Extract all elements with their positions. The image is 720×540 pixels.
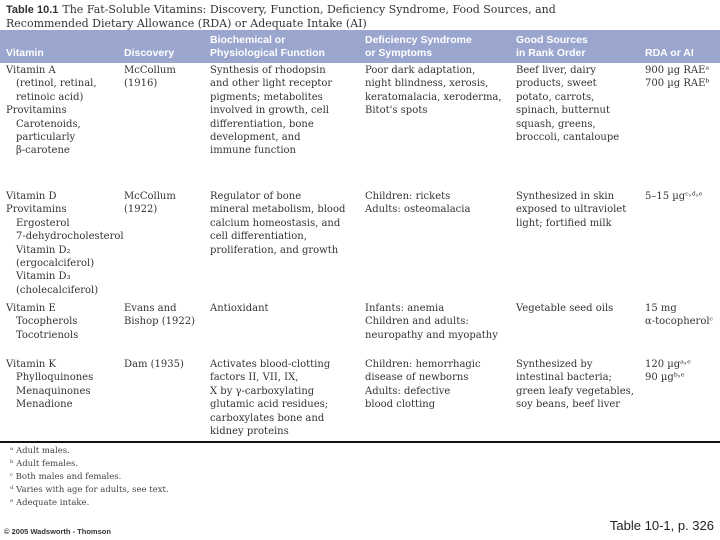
cell-line: Activates blood-clotting — [210, 359, 331, 370]
cell-line: Vegetable seed oils — [516, 303, 614, 314]
header-function: Biochemical or Physiological Function — [210, 34, 325, 59]
cell-line: Children: rickets — [365, 191, 451, 202]
cell-sources — [516, 64, 619, 144]
cell-line: products, sweet — [516, 78, 597, 90]
cell-function — [210, 190, 345, 257]
cell-line: Dam (1935) — [124, 359, 184, 370]
header-discovery: Discovery — [124, 47, 175, 59]
cell-line: X by γ-carboxylating — [210, 385, 315, 397]
cell-line: Vitamin D — [6, 191, 57, 202]
cell-line: broccoli, cantaloupe — [516, 132, 620, 144]
cell-line: disease of newborns — [365, 372, 469, 384]
cell-line: McCollum — [124, 191, 176, 202]
cell-line: Synthesis of rhodopsin — [210, 65, 326, 76]
cell-discovery — [124, 302, 195, 329]
cell-line: Vitamin E — [6, 303, 56, 314]
cell-line: particularly — [16, 132, 76, 144]
header-sources: Good Sources in Rank Order — [516, 34, 588, 59]
cell-line: mineral metabolism, blood — [210, 204, 346, 216]
cell-sources — [516, 358, 634, 412]
table-label: Table 10.1 — [6, 4, 59, 16]
cell-line: Bitot's spots — [365, 105, 428, 117]
cell-line: keratomalacia, xeroderma, — [365, 91, 502, 103]
cell-rda — [645, 190, 703, 203]
cell-line: (1922) — [124, 204, 158, 216]
table-header — [0, 30, 720, 63]
cell-line: McCollum — [124, 65, 176, 76]
cell-line: cell differentiation, — [210, 231, 307, 243]
cell-line: potato, carrots, — [516, 91, 595, 103]
cell-line: Vitamin D₃ — [16, 271, 71, 283]
header-deficiency: Deficiency Syndrome or Symptoms — [365, 34, 472, 59]
cell-line: Vitamin K — [6, 359, 56, 370]
cell-deficiency — [365, 358, 481, 412]
cell-line: retinoic acid) — [16, 91, 84, 103]
cell-line: pigments; metabolites — [210, 91, 323, 103]
footnote: ᵈ Varies with age for adults, see text. — [10, 485, 169, 495]
cell-vitamin — [6, 302, 78, 342]
cell-vitamin — [6, 358, 93, 412]
cell-line: and other light receptor — [210, 78, 333, 90]
cell-line: differentiation, bone — [210, 118, 314, 130]
title-line-1: The Fat-Soluble Vitamins: Discovery, Function, Deficiency Syndrome, Food Sources, and — [62, 3, 556, 16]
header-rda: RDA or AI — [645, 47, 694, 59]
cell-line: (1916) — [124, 78, 158, 90]
cell-line: Synthesized in skin — [516, 191, 615, 202]
cell-line: light; fortified milk — [516, 217, 612, 229]
cell-line: Provitamins — [6, 105, 67, 117]
cell-line: Children: hemorrhagic — [365, 359, 481, 370]
cell-line: Evans and — [124, 303, 177, 314]
cell-line: Ergosterol — [16, 217, 70, 229]
cell-line: (cholecalciferol) — [16, 284, 99, 296]
cell-deficiency — [365, 302, 498, 342]
cell-line: Adults: defective — [365, 385, 451, 397]
cell-discovery — [124, 190, 176, 217]
cell-line: blood clotting — [365, 399, 436, 411]
cell-line: Adults: osteomalacia — [365, 204, 471, 216]
cell-line: Tocopherols — [16, 316, 78, 328]
cell-line: Synthesized by — [516, 359, 593, 370]
cell-function — [210, 358, 330, 438]
cell-line: carboxylates bone and — [210, 412, 325, 424]
page-reference: Table 10-1, p. 326 — [609, 518, 714, 533]
cell-line: 5–15 µgᶜ˒ᵈ˒ᵉ — [645, 191, 703, 202]
cell-vitamin — [6, 64, 97, 158]
footnote: ᵃ Adult males. — [10, 446, 70, 456]
cell-line: Children and adults: — [365, 316, 469, 328]
cell-line: calcium homeostasis, and — [210, 217, 341, 229]
cell-vitamin — [6, 190, 124, 297]
cell-line: α-tocopherolᶜ — [645, 316, 714, 328]
cell-line: 7-dehydrocholesterol — [16, 231, 124, 243]
cell-function — [210, 64, 332, 158]
cell-line: Vitamin A — [6, 65, 56, 76]
header-vitamin: Vitamin — [6, 47, 44, 59]
footnote: ᵉ Adequate intake. — [10, 498, 90, 508]
cell-line: (ergocalciferol) — [16, 258, 95, 270]
cell-line: 900 µg RAEᵃ — [645, 65, 710, 76]
footnote: ᶜ Both males and females. — [10, 472, 122, 482]
cell-function — [210, 302, 269, 315]
cell-line: kidney proteins — [210, 426, 289, 438]
cell-line: glutamic acid residues; — [210, 399, 329, 411]
cell-line: Phylloquinones — [16, 372, 94, 384]
footnote: ᵇ Adult females. — [10, 459, 79, 469]
cell-deficiency — [365, 64, 502, 118]
cell-line: spinach, butternut — [516, 105, 611, 117]
cell-sources — [516, 302, 613, 315]
cell-rda — [645, 302, 713, 329]
cell-line: neuropathy and myopathy — [365, 329, 498, 341]
cell-line: Poor dark adaptation, — [365, 65, 476, 76]
cell-line: Tocotrienols — [16, 329, 79, 341]
cell-line: 120 µgᵃ˒ᵉ — [645, 359, 691, 370]
cell-line: soy beans, beef liver — [516, 399, 621, 411]
cell-line: Regulator of bone — [210, 191, 302, 202]
cell-line: factors II, VII, IX, — [210, 372, 299, 384]
cell-rda — [645, 64, 709, 91]
cell-line: exposed to ultraviolet — [516, 204, 627, 216]
cell-line: night blindness, xerosis, — [365, 78, 489, 90]
cell-line: β-carotene — [16, 145, 70, 157]
copyright: © 2005 Wadsworth - Thomson — [4, 527, 111, 536]
cell-line: Menadione — [16, 399, 73, 411]
cell-line: Provitamins — [6, 204, 67, 216]
cell-line: (retinol, retinal, — [16, 78, 97, 90]
cell-line: Carotenoids, — [16, 118, 81, 130]
cell-line: Menaquinones — [16, 385, 91, 397]
cell-line: Beef liver, dairy — [516, 65, 597, 76]
title-line-2: Recommended Dietary Allowance (RDA) or Adequate Intake (AI) — [6, 17, 367, 30]
cell-line: intestinal bacteria; — [516, 372, 612, 384]
cell-line: involved in growth, cell — [210, 105, 329, 117]
cell-line: 90 µgᵇ˒ᵉ — [645, 372, 685, 384]
cell-sources — [516, 190, 626, 230]
cell-line: 15 mg — [645, 303, 677, 314]
cell-line: immune function — [210, 145, 297, 157]
cell-line: proliferation, and growth — [210, 244, 339, 256]
cell-line: 700 µg RAEᵇ — [645, 78, 710, 90]
cell-line: Vitamin D₂ — [16, 244, 71, 256]
cell-line: green leafy vegetables, — [516, 385, 634, 397]
cell-rda — [645, 358, 691, 385]
cell-line: Bishop (1922) — [124, 316, 195, 328]
table-title — [6, 3, 556, 30]
cell-discovery — [124, 358, 184, 371]
cell-line: development, and — [210, 132, 301, 144]
cell-deficiency — [365, 190, 470, 217]
cell-discovery — [124, 64, 176, 91]
cell-line: squash, greens, — [516, 118, 596, 130]
cell-line: Infants: anemia — [365, 303, 445, 314]
table-bottom-rule — [0, 441, 720, 443]
cell-line: Antioxidant — [210, 303, 269, 314]
